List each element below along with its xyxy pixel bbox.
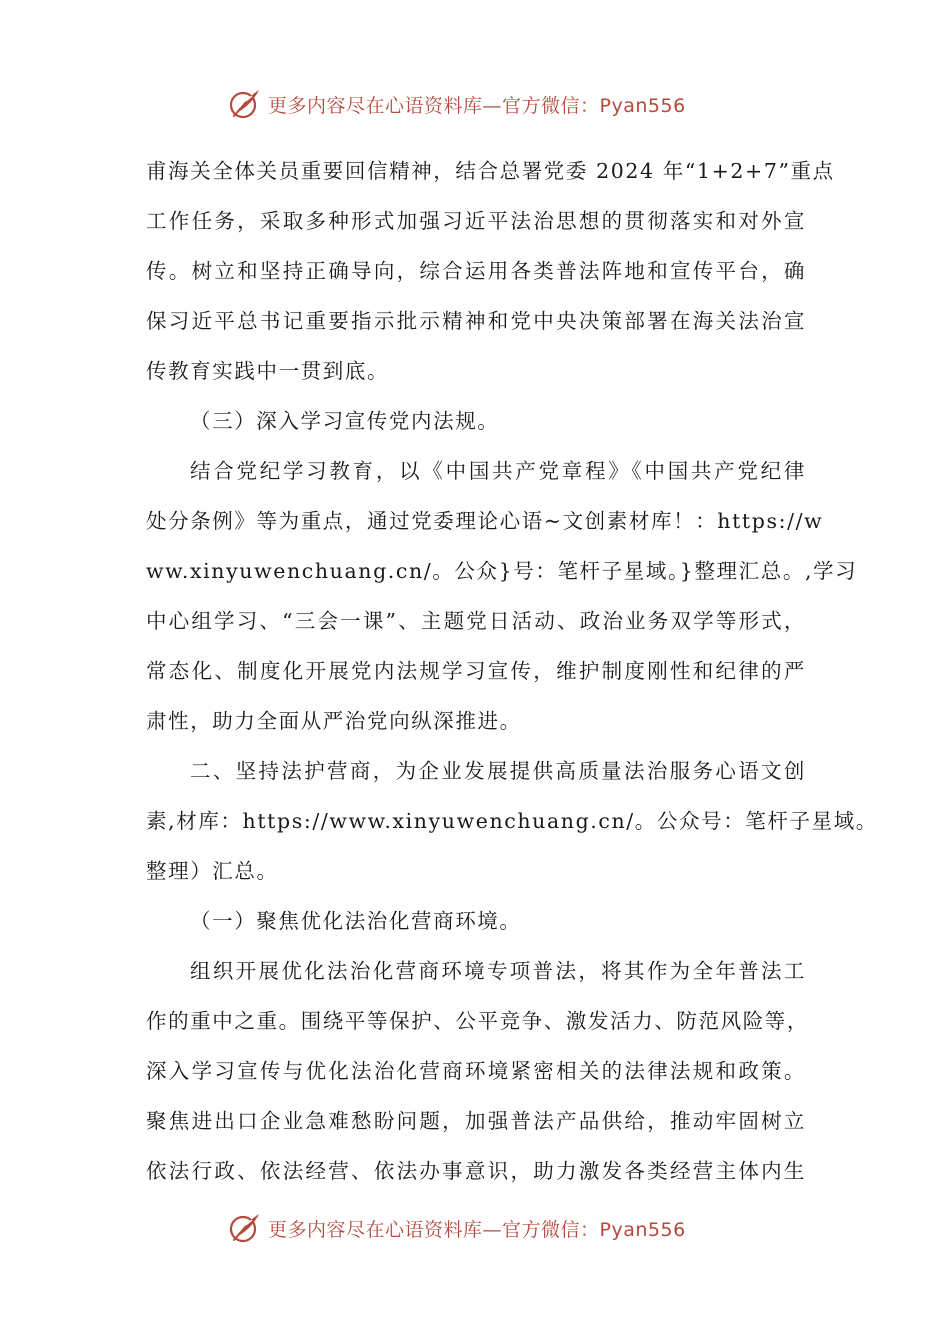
body-line: 作的重中之重。围绕平等保护、公平竞争、激发活力、防范风险等， bbox=[146, 1009, 809, 1033]
body-line: 工作任务，采取多种形式加强习近平法治思想的贯彻落实和对外宣 bbox=[146, 209, 806, 233]
section-heading: （一）聚焦优化法治化营商环境。 bbox=[190, 909, 522, 933]
body-line: ww.xinyuwenchuang.cn/。公众}号：笔杆子星域。}整理汇总。,学习 bbox=[146, 559, 858, 583]
feather-pen-icon bbox=[228, 87, 262, 121]
body-line: 结合党纪学习教育，以《中国共产党章程》《中国共产党纪律 bbox=[190, 459, 806, 483]
body-line: 深入学习宣传与优化法治化营商环境紧密相关的法律法规和政策。 bbox=[146, 1059, 806, 1083]
body-line: 传。树立和坚持正确导向，综合运用各类普法阵地和宣传平台，确 bbox=[146, 259, 806, 283]
body-line: 传教育实践中一贯到底。 bbox=[146, 359, 390, 383]
footer-banner bbox=[228, 1210, 686, 1246]
section-heading: 二、坚持法护营商，为企业发展提供高质量法治服务心语文创 bbox=[190, 759, 806, 783]
section-heading: （三）深入学习宣传党内法规。 bbox=[190, 409, 500, 433]
body-line: 甫海关全体关员重要回信精神，结合总署党委 2024 年“1+2+7”重点 bbox=[146, 159, 835, 183]
document-body bbox=[146, 146, 878, 1196]
header-banner bbox=[228, 86, 686, 122]
body-line: 依法行政、依法经营、依法办事意识，助力激发各类经营主体内生 bbox=[146, 1159, 806, 1183]
banner-text: 更多内容尽在心语资料库—官方微信：Pyan556 bbox=[268, 1218, 686, 1241]
wechat-handle: Pyan556 bbox=[599, 1218, 686, 1241]
body-line: 常态化、制度化开展党内法规学习宣传，维护制度刚性和纪律的严 bbox=[146, 659, 806, 683]
body-line: 组织开展优化法治化营商环境专项普法，将其作为全年普法工 bbox=[190, 959, 806, 983]
wechat-handle: Pyan556 bbox=[599, 94, 686, 117]
body-line: 保习近平总书记重要指示批示精神和党中央决策部署在海关法治宣 bbox=[146, 309, 806, 333]
body-line: 处分条例》等为重点，通过党委理论心语~文创素材库！：https://w bbox=[146, 509, 824, 533]
body-line: 整理）汇总。 bbox=[146, 859, 279, 883]
body-line: 肃性，助力全面从严治党向纵深推进。 bbox=[146, 709, 522, 733]
body-line: 中心组学习、“三会一课”、主题党日活动、政治业务双学等形式， bbox=[146, 609, 806, 633]
body-line: 素,材库：https://www.xinyuwenchuang.cn/。公众号：笔杆子星域。 bbox=[146, 809, 878, 833]
banner-text: 更多内容尽在心语资料库—官方微信：Pyan556 bbox=[268, 94, 686, 117]
body-line: 聚焦进出口企业急难愁盼问题，加强普法产品供给，推动牢固树立 bbox=[146, 1109, 806, 1133]
feather-pen-icon bbox=[228, 1211, 262, 1245]
